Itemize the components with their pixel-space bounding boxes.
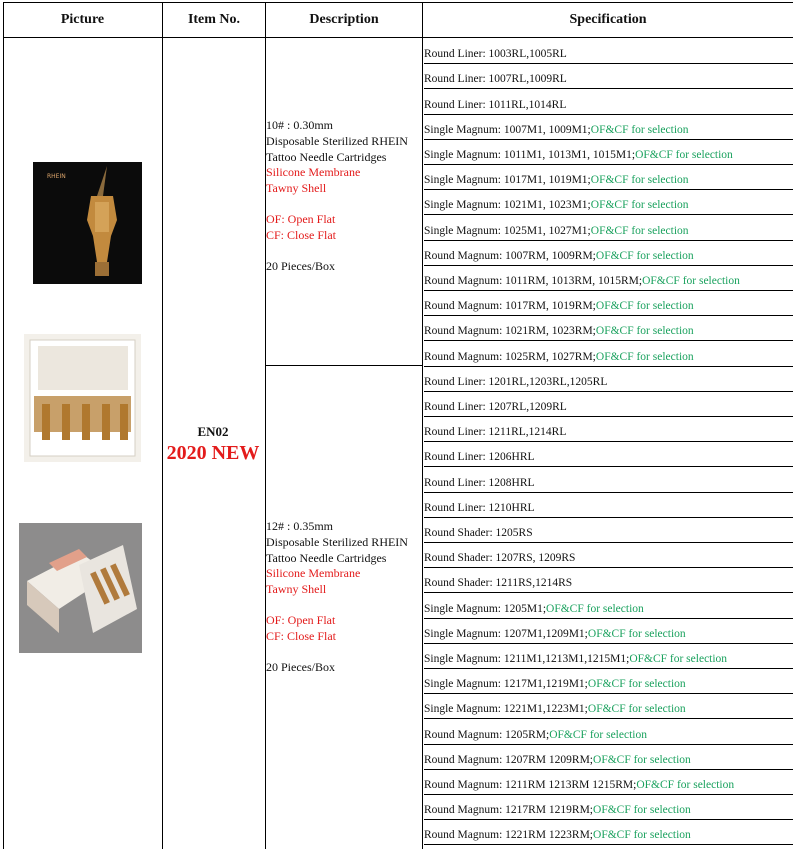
spec-row: [424, 795, 793, 820]
spec-text: Round Liner: 1208HRL: [424, 476, 535, 489]
brand-caption: RHEIN: [47, 173, 66, 180]
cf-definition: CF: Close Flat: [266, 227, 337, 242]
spec-text: Single Magnum: 1021M1, 1023M1;: [424, 199, 591, 212]
spec-row: [424, 89, 793, 114]
spec-row: [424, 241, 793, 266]
spec-selection-note: OF&CF for selection: [549, 728, 647, 741]
spec-selection-note: OF&CF for selection: [595, 300, 694, 313]
spec-text: Round Liner: 1201RL,1203RL,1205RL: [424, 375, 608, 388]
spec-selection-note: OF&CF for selection: [593, 804, 691, 817]
cartridge-box-front-photo: [24, 334, 141, 462]
pack-quantity: 20 Pieces/Box: [266, 258, 335, 273]
product-title: Disposable Sterilized RHEIN: [266, 133, 408, 148]
description-12: [266, 519, 420, 675]
spec-row: [424, 745, 793, 770]
spec-row: [424, 518, 793, 543]
spec-row: [424, 719, 793, 744]
spec-selection-note: OF&CF for selection: [590, 123, 689, 136]
membrane-feature: Silicone Membrane: [266, 566, 361, 581]
spec-text: Round Magnum: 1025RM, 1027RM;: [424, 350, 596, 363]
spec-text: Round Liner: 1211RL,1214RL: [424, 426, 567, 439]
cartridge-box-open-photo: [19, 523, 142, 653]
header-specification: Specification: [423, 2, 793, 38]
of-definition: OF: Open Flat: [266, 211, 336, 226]
spec-text: Round Liner: 1003RL,1005RL: [424, 48, 567, 61]
spec-row: [424, 266, 793, 291]
spec-row: [424, 215, 793, 240]
spec-selection-note: OF&CF for selection: [595, 325, 694, 338]
spec-selection-note: OF&CF for selection: [590, 199, 689, 212]
spec-text: Round Liner: 1210HRL: [424, 501, 535, 514]
spec-row: [424, 140, 793, 165]
spec-row: [424, 367, 793, 392]
spec-row: [424, 619, 793, 644]
grid-line: [422, 2, 423, 849]
spec-selection-note: OF&CF for selection: [595, 350, 694, 363]
spec-text: Round Liner: 1007RL,1009RL: [424, 73, 567, 86]
spec-text: Round Magnum: 1011RM, 1013RM, 1015RM;: [424, 274, 643, 287]
shell-feature: Tawny Shell: [266, 582, 327, 597]
spec-row: [424, 291, 793, 316]
membrane-feature: Silicone Membrane: [266, 165, 361, 180]
spec-text: Single Magnum: 1211M1,1213M1,1215M1;: [424, 652, 630, 665]
spec-text: Round Magnum: 1217RM 1219RM;: [424, 804, 594, 817]
grid-line: [265, 365, 423, 366]
spec-row: [424, 669, 793, 694]
product-title: Disposable Sterilized RHEIN: [266, 534, 408, 549]
needle-size: 10# : 0.30mm: [266, 118, 334, 132]
grid-line: [3, 2, 4, 849]
spec-text: Round Shader: 1207RS, 1209RS: [424, 552, 576, 565]
spec-selection-note: OF&CF for selection: [590, 224, 689, 237]
spec-row: [424, 165, 793, 190]
spec-text: Single Magnum: 1011M1, 1013M1, 1015M1;: [424, 148, 636, 161]
spec-text: Round Shader: 1211RS,1214RS: [424, 577, 573, 590]
product-title: Tattoo Needle Cartridges: [266, 550, 387, 565]
spec-row: [424, 39, 793, 64]
spec-text: Single Magnum: 1221M1,1223M1;: [424, 703, 588, 716]
spec-row: [424, 190, 793, 215]
spec-text: Single Magnum: 1017M1, 1019M1;: [424, 174, 591, 187]
spec-text: Round Magnum: 1221RM 1223RM;: [424, 829, 594, 842]
header-description: Description: [266, 2, 422, 38]
spec-text: Single Magnum: 1007M1, 1009M1;: [424, 123, 591, 136]
pack-quantity: 20 Pieces/Box: [266, 659, 335, 674]
spec-row: [424, 644, 793, 669]
spec-selection-note: OF&CF for selection: [546, 602, 644, 615]
header-item-no: Item No.: [163, 2, 265, 38]
spec-row: [424, 543, 793, 568]
spec-text: Round Magnum: 1021RM, 1023RM;: [424, 325, 596, 338]
spec-row: [424, 64, 793, 89]
spec-selection-note: OF&CF for selection: [595, 249, 694, 262]
product-title: Tattoo Needle Cartridges: [266, 149, 387, 164]
spec-selection-note: OF&CF for selection: [590, 174, 689, 187]
spec-text: Single Magnum: 1025M1, 1027M1;: [424, 224, 591, 237]
spec-row: [424, 568, 793, 593]
needle-cartridge-photo: [33, 162, 142, 284]
spec-selection-note: OF&CF for selection: [587, 678, 686, 691]
spec-row: [424, 467, 793, 492]
spec-selection-note: OF&CF for selection: [587, 703, 686, 716]
cf-definition: CF: Close Flat: [266, 628, 337, 643]
spec-text: Single Magnum: 1217M1,1219M1;: [424, 678, 588, 691]
spec-text: Single Magnum: 1207M1,1209M1;: [424, 627, 588, 640]
spec-selection-note: OF&CF for selection: [635, 148, 733, 161]
shell-feature: Tawny Shell: [266, 181, 327, 196]
spec-text: Round Magnum: 1207RM 1209RM;: [424, 753, 594, 766]
needle-size: 12# : 0.35mm: [266, 519, 334, 533]
spec-row: [424, 392, 793, 417]
spec-row: [424, 115, 793, 140]
spec-selection-note: OF&CF for selection: [629, 652, 728, 665]
spec-text: Round Liner: 1207RL,1209RL: [424, 400, 567, 413]
new-badge: 2020 NEW: [166, 442, 260, 464]
of-definition: OF: Open Flat: [266, 612, 336, 627]
spec-row: [424, 442, 793, 467]
spec-text: Round Liner: 1011RL,1014RL: [424, 98, 567, 111]
item-number-cell: [163, 424, 263, 465]
spec-row: [424, 593, 793, 618]
spec-text: Single Magnum: 1205M1;: [424, 602, 547, 615]
spec-selection-note: OF&CF for selection: [642, 274, 740, 287]
spec-selection-note: OF&CF for selection: [636, 778, 735, 791]
spec-row: [424, 694, 793, 719]
spec-row: [424, 770, 793, 795]
spec-text: Round Liner: 1206HRL: [424, 451, 535, 464]
spec-selection-note: OF&CF for selection: [593, 753, 691, 766]
spec-row: [424, 417, 793, 442]
spec-row: [424, 820, 793, 845]
spec-text: Round Magnum: 1017RM, 1019RM;: [424, 300, 596, 313]
spec-row: [424, 493, 793, 518]
header-picture: Picture: [3, 2, 162, 38]
item-code: EN02: [197, 424, 229, 439]
spec-row: [424, 341, 793, 366]
spec-text: Round Shader: 1205RS: [424, 526, 533, 539]
spec-text: Round Magnum: 1205RM;: [424, 728, 550, 741]
spec-text: Round Magnum: 1211RM 1213RM 1215RM;: [424, 778, 637, 791]
spec-selection-note: OF&CF for selection: [593, 829, 691, 842]
spec-selection-note: OF&CF for selection: [587, 627, 686, 640]
spec-row: [424, 316, 793, 341]
spec-text: Round Magnum: 1007RM, 1009RM;: [424, 249, 596, 262]
description-10: [266, 118, 420, 274]
